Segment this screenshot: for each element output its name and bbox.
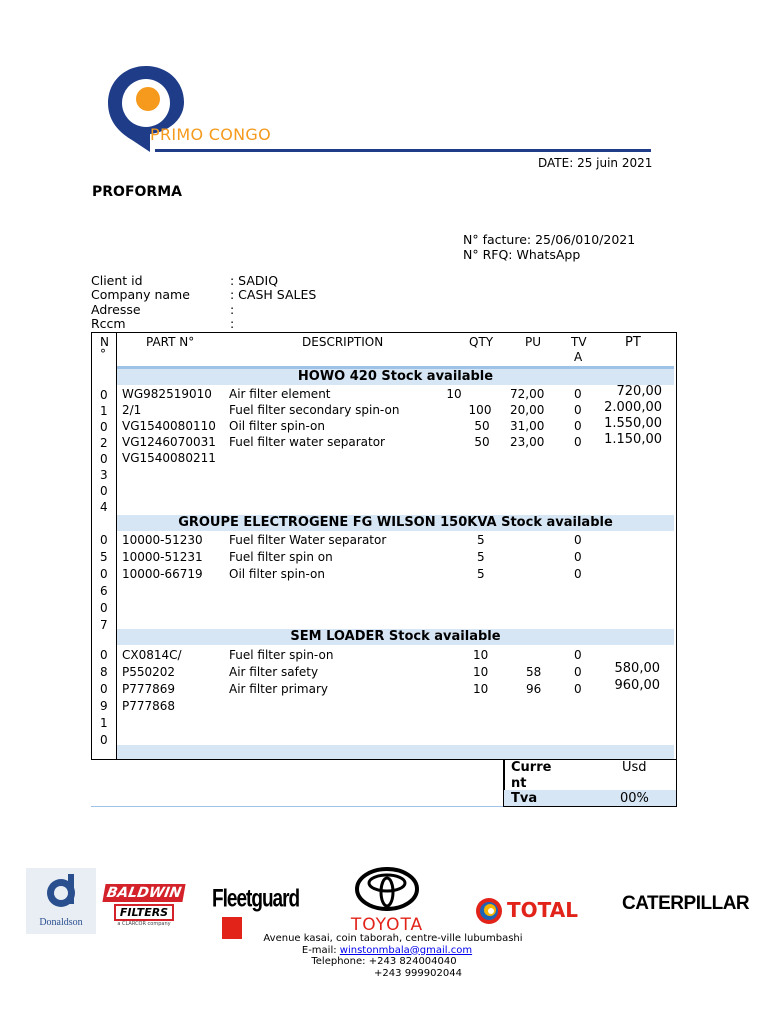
- rccm-value: :: [230, 316, 235, 332]
- part-number: VG1540080211: [122, 451, 216, 465]
- header-part: PART N°: [146, 335, 195, 349]
- header-tva-b: A: [574, 350, 583, 364]
- totals-box: [503, 759, 677, 807]
- part-number: 2/1: [122, 403, 142, 417]
- header-pu: PU: [525, 335, 542, 349]
- part-number: VG1540080110: [122, 419, 216, 433]
- item-qty: 10: [473, 665, 489, 679]
- item-qty: 50: [474, 435, 490, 449]
- part-number: P550202: [122, 665, 176, 679]
- document-title: PROFORMA: [92, 184, 182, 200]
- item-pu: 31,00: [510, 419, 545, 433]
- item-tva: 0: [574, 533, 582, 547]
- row-number-digit: 0: [100, 452, 108, 466]
- client-id-label: Client id: [91, 273, 143, 288]
- item-pt: 580,00: [614, 661, 660, 676]
- part-number: CX0814C/: [122, 648, 182, 662]
- section-title-howo: HOWO 420 Stock available: [117, 369, 674, 385]
- row-number-digit: 6: [100, 584, 108, 598]
- document-date: DATE: 25 juin 2021: [538, 156, 653, 170]
- item-pu: 96: [526, 682, 542, 696]
- item-pt: 1.150,00: [604, 432, 662, 447]
- header-description: DESCRIPTION: [302, 335, 384, 349]
- item-description: Air filter element: [229, 387, 331, 401]
- item-pt: 1.550,00: [604, 416, 662, 431]
- row-number-digit: 7: [100, 618, 108, 632]
- baldwin-text: BALDWIN: [102, 884, 185, 902]
- client-info: [91, 274, 316, 332]
- part-number: 10000-66719: [122, 567, 203, 581]
- row-number-digit: 3: [100, 468, 108, 482]
- row-number-digit: 0: [100, 601, 108, 615]
- item-qty: 10: [446, 387, 462, 401]
- item-qty: 5: [477, 550, 485, 564]
- toyota-logo: [342, 866, 432, 934]
- item-tva: 0: [574, 419, 582, 433]
- row-number-digit: 0: [100, 648, 108, 662]
- item-tva: 0: [574, 665, 582, 679]
- item-tva: 0: [574, 387, 582, 401]
- item-tva: 0: [574, 550, 582, 564]
- footer-email-line: [0, 945, 768, 957]
- table-column-divider: [116, 333, 117, 759]
- bottom-rule: [91, 806, 503, 807]
- donaldson-mark-icon: [26, 868, 96, 914]
- tva-value: 00%: [620, 791, 649, 806]
- rccm-row: [91, 317, 316, 331]
- header-no-a: N: [100, 335, 109, 349]
- company-name-label: Company name: [91, 287, 190, 303]
- part-number: VG1246070031: [122, 435, 216, 449]
- footer: [0, 933, 768, 979]
- row-number-digit: 1: [100, 404, 108, 418]
- caterpillar-logo: [622, 893, 750, 923]
- row-number-digit: 0: [100, 533, 108, 547]
- row-number-digit: 0: [100, 567, 108, 581]
- item-description: Fuel filter spin-on: [229, 648, 334, 662]
- item-pt: 720,00: [616, 384, 662, 399]
- item-qty: 10: [473, 682, 489, 696]
- item-pu: 72,00: [510, 387, 545, 401]
- item-qty: 10: [473, 648, 489, 662]
- item-qty: 50: [474, 419, 490, 433]
- client-id-row: [91, 274, 316, 288]
- company-name: PRIMO CONGO: [150, 125, 271, 144]
- part-number: 10000-51231: [122, 550, 203, 564]
- fleetguard-text: Fleetguard: [212, 885, 300, 913]
- donaldson-logo: [26, 868, 96, 934]
- currency-label-b: nt: [511, 776, 527, 791]
- item-description: Fuel filter water separator: [229, 435, 385, 449]
- part-number: P777869: [122, 682, 176, 696]
- section-title-sem-loader: SEM LOADER Stock available: [117, 629, 674, 645]
- row-number-digit: 0: [100, 388, 108, 402]
- header-divider: [155, 149, 651, 152]
- row-number-digit: 0: [100, 733, 108, 747]
- footer-address: Avenue kasai, coin taborah, centre-ville lubumbashi: [263, 933, 523, 944]
- row-number-digit: 1: [100, 716, 108, 730]
- header-pt: PT: [625, 335, 641, 350]
- item-pu: 58: [526, 665, 542, 679]
- row-number-digit: 0: [100, 420, 108, 434]
- item-description: Air filter primary: [229, 682, 328, 696]
- part-number: P777868: [122, 699, 176, 713]
- table-bottom-band: [117, 745, 674, 759]
- part-number: 10000-51230: [122, 533, 203, 547]
- currency-value: Usd: [622, 760, 647, 775]
- item-description: Fuel filter spin on: [229, 550, 333, 564]
- rfq-number: N° RFQ: WhatsApp: [463, 247, 581, 262]
- toyota-emblem-icon: [342, 866, 432, 912]
- company-name-row: [91, 288, 316, 302]
- invoice-refs: [463, 232, 635, 262]
- item-description: Oil filter spin-on: [229, 419, 325, 433]
- item-pt: 2.000,00: [604, 400, 662, 415]
- total-text: TOTAL: [507, 898, 578, 922]
- item-tva: 0: [574, 435, 582, 449]
- item-qty: 5: [477, 533, 485, 547]
- item-tva: 0: [574, 567, 582, 581]
- item-pu: 23,00: [510, 435, 545, 449]
- item-tva: 0: [574, 682, 582, 696]
- row-number-digit: 8: [100, 665, 108, 679]
- address-label: Adresse: [91, 301, 141, 317]
- footer-phone-2: +243 999902044: [374, 967, 462, 979]
- item-description: Oil filter spin-on: [229, 567, 325, 581]
- baldwin-logo: [104, 884, 184, 932]
- address-value: :: [230, 301, 235, 317]
- section-title-fg-wilson: GROUPE ELECTROGENE FG WILSON 150KVA Stock available: [117, 515, 674, 531]
- header-no-b: °: [100, 347, 106, 361]
- item-qty: 5: [477, 567, 485, 581]
- item-description: Fuel filter secondary spin-on: [229, 403, 400, 417]
- address-row: [91, 303, 316, 317]
- rccm-label: Rccm: [91, 316, 126, 332]
- footer-email-link[interactable]: winstonmbala@gmail.com: [339, 944, 473, 956]
- item-qty: 100: [468, 403, 492, 417]
- item-tva: 0: [574, 648, 582, 662]
- tva-label: Tva: [511, 791, 538, 806]
- baldwin-sub: a CLARCOR company: [117, 921, 171, 927]
- row-number-digit: 5: [100, 550, 108, 564]
- row-number-digit: 2: [100, 436, 108, 450]
- row-number-digit: 0: [100, 484, 108, 498]
- client-id-value: : SADIQ: [230, 273, 279, 288]
- toyota-text: TOYOTA: [350, 915, 424, 935]
- item-description: Air filter safety: [229, 665, 319, 679]
- footer-phone-1: Telephone: +243 824004040: [311, 956, 457, 967]
- row-number-digit: 0: [100, 682, 108, 696]
- donaldson-text: Donaldson: [39, 917, 83, 928]
- header-tva-a: TV: [571, 335, 587, 349]
- currency-label-a: Curre: [511, 760, 552, 775]
- company-name-value: : CASH SALES: [230, 287, 317, 303]
- item-pt: 960,00: [614, 678, 660, 693]
- total-logo: [474, 893, 586, 929]
- total-emblem-icon: [474, 896, 504, 926]
- row-number-digit: 9: [100, 699, 108, 713]
- part-number: WG982519010: [122, 387, 212, 401]
- item-pu: 20,00: [510, 403, 545, 417]
- footer-email-prefix: E-mail:: [301, 944, 340, 956]
- fleetguard-logo: [212, 873, 302, 939]
- item-tva: 0: [574, 403, 582, 417]
- header-qty: QTY: [469, 335, 494, 349]
- items-table: [91, 332, 677, 760]
- row-number-digit: 4: [100, 500, 108, 514]
- invoice-number: N° facture: 25/06/010/2021: [463, 232, 636, 247]
- baldwin-filters-text: FILTERS: [114, 904, 174, 921]
- caterpillar-text: CATERPILLAR: [622, 893, 750, 914]
- item-description: Fuel filter Water separator: [229, 533, 387, 547]
